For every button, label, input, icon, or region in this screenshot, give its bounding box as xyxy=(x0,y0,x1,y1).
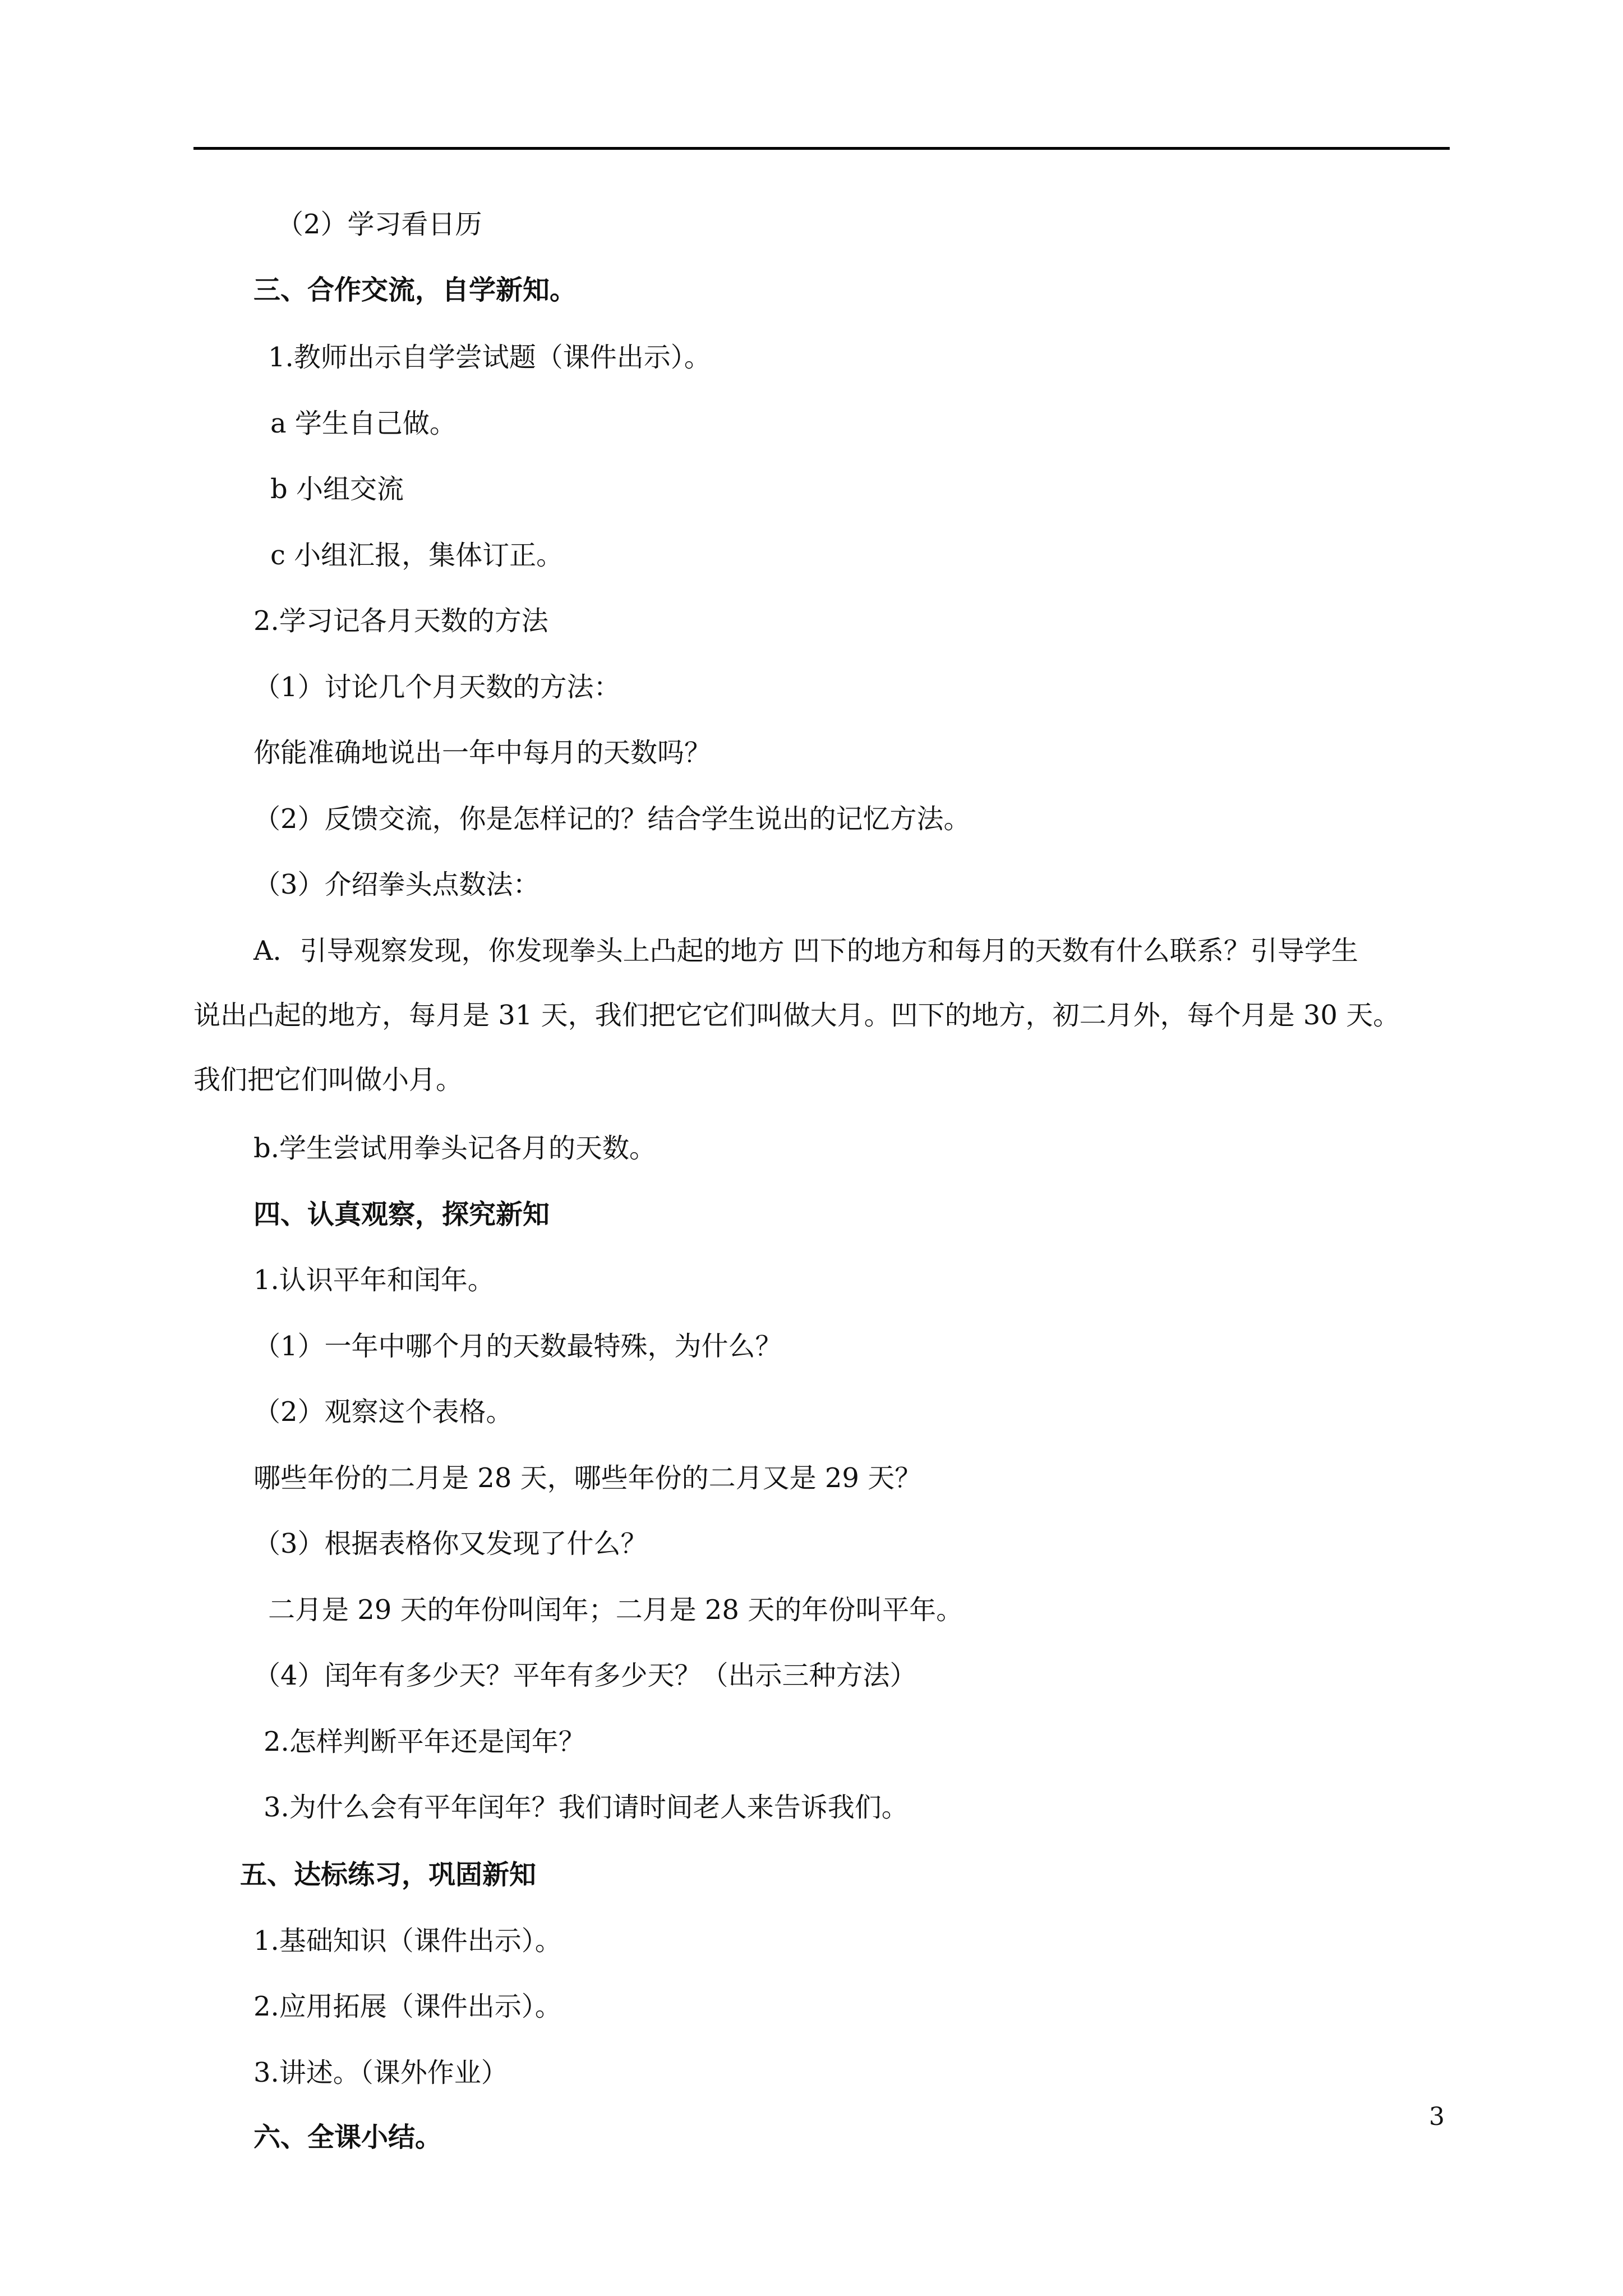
section-heading-3: 三、合作交流，自学新知。 xyxy=(253,274,577,306)
text-line: 2.学习记各月天数的方法 xyxy=(253,605,548,637)
text-line: b 小组交流 xyxy=(270,473,404,505)
text-line: A．引导观察发现，你发现拳头上凸起的地方 凹下的地方和每月的天数有什么联系？引导学生 xyxy=(253,935,1358,967)
text-line: 1.基础知识（课件出示）。 xyxy=(253,1925,562,1957)
text-line: 3.讲述。（课外作业） xyxy=(253,2057,508,2088)
text-line: （1）讨论几个月天数的方法： xyxy=(253,671,621,703)
text-line: a 学生自己做。 xyxy=(270,408,457,439)
section-heading-5: 五、达标练习，巩固新知 xyxy=(240,1859,537,1890)
text-line: （3）根据表格你又发现了什么？ xyxy=(253,1528,648,1559)
section-heading-4: 四、认真观察，探究新知 xyxy=(253,1199,550,1230)
header-rule xyxy=(193,147,1450,150)
page-number: 3 xyxy=(1429,2102,1445,2131)
text-line: 2.应用拓展（课件出示）。 xyxy=(253,1991,562,2022)
text-line: 我们把它们叫做小月。 xyxy=(193,1064,463,1096)
text-line: （2）反馈交流，你是怎样记的？结合学生说出的记忆方法。 xyxy=(253,803,971,835)
text-line: 3.为什么会有平年闰年？我们请时间老人来告诉我们。 xyxy=(264,1792,909,1823)
text-line: b.学生尝试用拳头记各月的天数。 xyxy=(253,1133,656,1164)
text-line-subsection: （2）学习看日历 xyxy=(276,209,482,240)
text-line: （4）闰年有多少天？平年有多少天？（出示三种方法） xyxy=(253,1660,917,1691)
text-line: （2）观察这个表格。 xyxy=(253,1396,513,1428)
text-line: 你能准确地说出一年中每月的天数吗？ xyxy=(253,737,712,769)
text-line: c 小组汇报，集体订正。 xyxy=(270,540,564,571)
text-line: 1.认识平年和闰年。 xyxy=(253,1264,495,1296)
text-line: 哪些年份的二月是 28 天，哪些年份的二月又是 29 天？ xyxy=(253,1462,922,1494)
text-line: 2.怎样判断平年还是闰年？ xyxy=(264,1726,585,1757)
text-line: （1）一年中哪个月的天数最特殊，为什么？ xyxy=(253,1331,782,1362)
section-heading-6: 六、全课小结。 xyxy=(253,2122,442,2153)
text-line: （3）介绍拳头点数法： xyxy=(253,869,540,900)
text-line: 说出凸起的地方，每月是 31 天，我们把它它们叫做大月。凹下的地方，初二月外，每个月是 30 天。 xyxy=(193,1000,1400,1031)
text-line: 二月是 29 天的年份叫闰年；二月是 28 天的年份叫平年。 xyxy=(268,1594,963,1626)
text-line: 1.教师出示自学尝试题（课件出示）。 xyxy=(268,342,711,373)
